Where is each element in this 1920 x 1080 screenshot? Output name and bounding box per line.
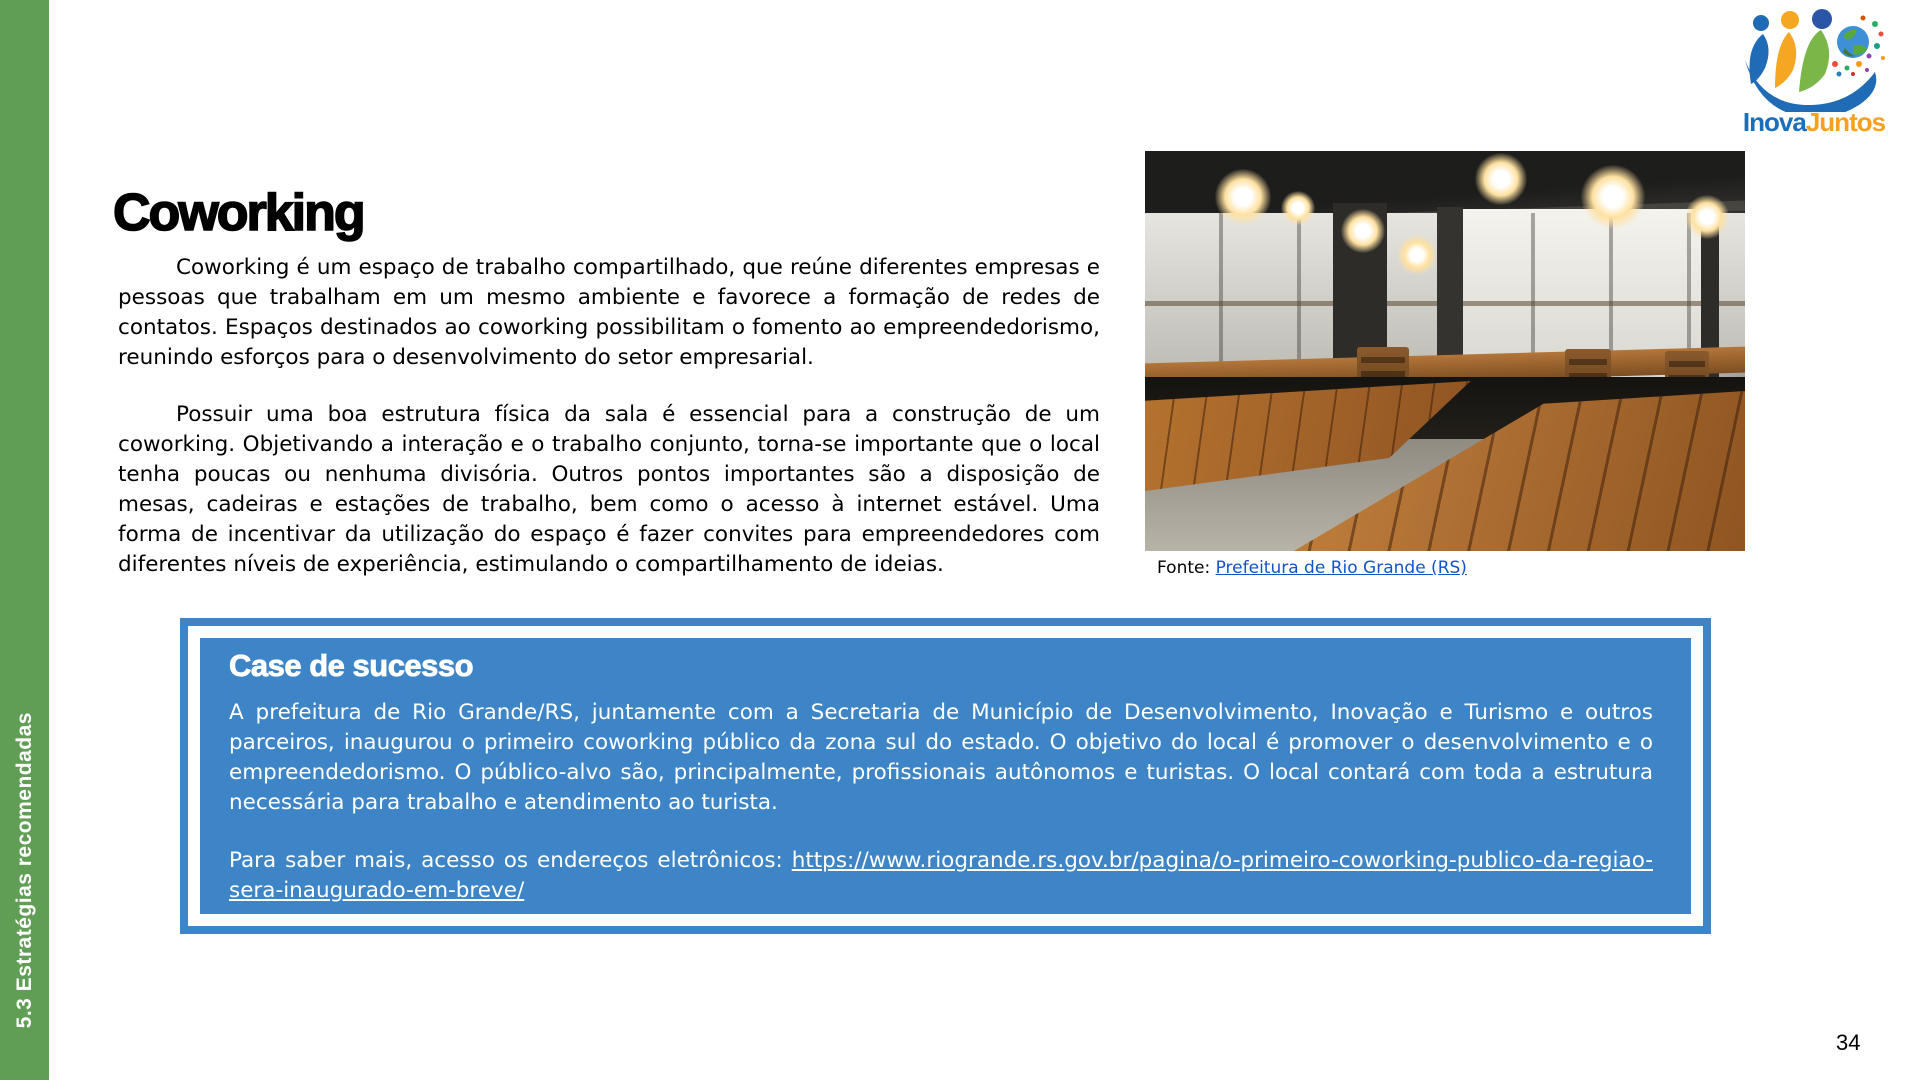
case-study-box [180,618,1711,934]
case-study-panel [200,638,1691,914]
section-sidebar [0,0,49,1080]
photo-light-bulb [1281,191,1315,225]
case-link-intro: Para saber mais, acesso os endereços eletrônicos: [229,848,792,873]
inovajuntos-logo [1735,8,1893,138]
body-paragraph-2: Possuir uma boa estrutura física da sala é essencial para a construção de um coworking. Objetivando a interação e o trabalho conjunto, torna-se importante que o local tenha poucas ou nenhuma divisória. Outros pontos importantes são a disposição de mesas, cadeiras e estações de trabalho, bem como o acesso à internet estável. Uma forma de incentivar da utilização do espaço é fazer convites para empreendedores com diferentes níveis de experiência, estimulando o compartilhamento de ideias. [118,402,1100,577]
body-paragraph-1: Coworking é um espaço de trabalho compartilhado, que reúne diferentes empresas e pessoas que trabalham em um mesmo ambiente e favorece a formação de redes de contatos. Espaços destinados ao coworking possibilitam o fomento ao empreendedorismo, reunindo esforços para o desenvolvimento do setor empresarial. [118,255,1100,370]
case-study-paragraph: A prefeitura de Rio Grande/RS, juntamente com a Secretaria de Município de Desenvolvimento, Inovação e Turismo e outros parceiros, inaugurou o primeiro coworking público da zona sul do estado. O objetivo do local é promover o desenvolvimento e o empreendedorismo. O público-alvo são, principalmente, profissionais autônomos e turistas. O local contará com toda a estrutura necessária para trabalho e atendimento ao turista. [229,700,1653,815]
caption-source-link[interactable]: Prefeitura de Rio Grande (RS) [1215,558,1467,578]
photo-light-bulb [1215,169,1271,225]
logo-word-juntos: Juntos [1805,107,1886,137]
coworking-photo [1145,151,1745,551]
caption-label: Fonte: [1157,558,1211,578]
body-text-column [118,253,1100,580]
logo-word-inova: Inova [1742,107,1806,137]
page-title: Coworking [113,183,364,242]
case-study-link-paragraph [229,846,1653,906]
inovajuntos-logo-icon [1735,8,1893,112]
photo-light-bulb [1475,153,1527,205]
photo-light-bulb [1581,165,1645,229]
photo-light-bulb [1341,209,1385,253]
case-study-heading: Case de sucesso [229,648,474,683]
photo-light-bulb [1397,235,1437,275]
case-study-url-link[interactable]: https://www.riogrande.rs.gov.br/pagina/o-primeiro-coworking-publico-da-regiao-sera-inaugurado-em-breve/ [229,848,1653,903]
page-number: 34 [1836,1030,1861,1055]
inovajuntos-logo-text [1735,107,1893,138]
section-label: 5.3 Estratégias recomendadas [12,711,36,1028]
photo-light-bulb [1685,195,1729,239]
photo-caption [1157,558,1467,578]
